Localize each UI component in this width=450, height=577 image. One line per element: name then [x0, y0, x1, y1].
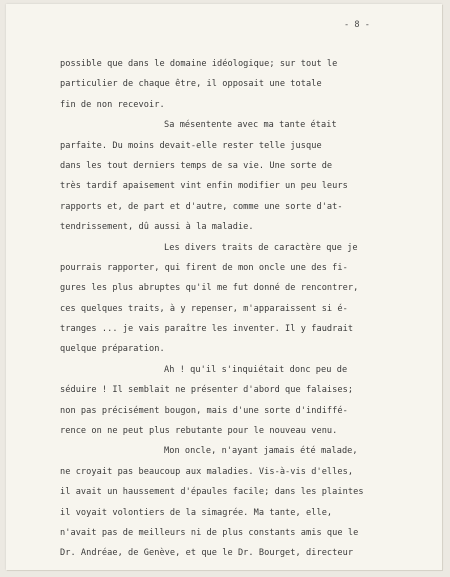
- text-line: il avait un haussement d'épaules facile; dans les plaintes: [60, 487, 364, 498]
- text-line: gures les plus abruptes qu'il me fut donné de rencontrer,: [60, 283, 359, 294]
- page-number: - 8 -: [344, 20, 370, 30]
- text-line: tendrissement, dû aussi à la maladie.: [60, 222, 254, 233]
- text-line: très tardif apaisement vint enfin modifier un peu leurs: [60, 181, 348, 192]
- text-line: particulier de chaque être, il opposait une totale: [60, 79, 322, 90]
- text-line: tranges ... je vais paraître les inventer. Il y faudrait: [60, 324, 354, 335]
- text-line: ne croyait pas beaucoup aux maladies. Vis-à-vis d'elles,: [60, 466, 354, 477]
- paragraph-start-line: Mon oncle, n'ayant jamais été malade,: [164, 446, 358, 457]
- text-line: il voyait volontiers de la simagrée. Ma tante, elle,: [60, 507, 333, 518]
- text-line: pourrais rapporter, qui firent de mon oncle une des fi-: [60, 262, 348, 273]
- text-line: dans les tout derniers temps de sa vie. Une sorte de: [60, 160, 333, 171]
- paragraph-start-line: Ah ! qu'il s'inquiétait donc peu de: [164, 364, 348, 375]
- text-line: Dr. Andréae, de Genève, et que le Dr. Bourget, directeur: [60, 548, 354, 559]
- text-line: n'avait pas de meilleurs ni de plus constants amis que le: [60, 527, 359, 538]
- text-line: rence on ne peut plus rebutante pour le nouveau venu.: [60, 426, 338, 437]
- paragraph-start-line: Sa mésentente avec ma tante était: [164, 120, 337, 131]
- paragraph-start-line: Les divers traits de caractère que je: [164, 242, 358, 253]
- text-line: non pas précisément bougon, mais d'une sorte d'indiffé-: [60, 405, 348, 416]
- text-line: possible que dans le domaine idéologique; sur tout le: [60, 59, 338, 69]
- text-line: séduire ! Il semblait ne présenter d'abord que falaises;: [60, 385, 354, 396]
- text-line: ces quelques traits, à y repenser, m'apparaissent si é-: [60, 303, 348, 314]
- text-line: quelque préparation.: [60, 344, 165, 355]
- text-line: fin de non recevoir.: [60, 99, 165, 110]
- typewritten-page: [6, 4, 442, 570]
- text-line: rapports et, de part et d'autre, comme une sorte d'at-: [60, 201, 343, 212]
- text-line: parfaite. Du moins devait-elle rester telle jusque: [60, 140, 322, 151]
- body-text: [60, 54, 390, 564]
